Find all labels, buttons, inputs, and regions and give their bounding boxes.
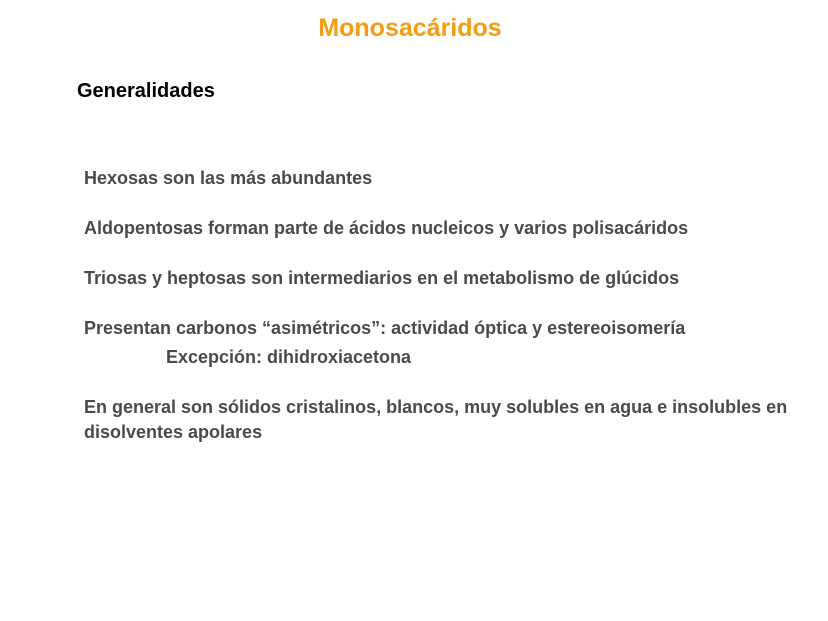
bullet-item-triosas [84, 266, 804, 291]
bullet-item-propiedades-fisicas [84, 395, 804, 445]
bullet-text: En general son sólidos cristalinos, blancos, muy solubles en agua e insolubles en disolventes apolares [84, 397, 788, 442]
bullet-item-carbonos-asimetricos [84, 316, 804, 370]
bullet-list [84, 166, 804, 470]
bullet-text: Aldopentosas forman parte de ácidos nucleicos y varios polisacáridos [84, 218, 689, 238]
bullet-subitem-excepcion: Excepción: dihidroxiacetona [166, 347, 412, 367]
bullet-item-aldopentosas [84, 216, 804, 241]
slide-title: Monosacáridos [318, 14, 502, 42]
bullet-text: Hexosas son las más abundantes [84, 168, 373, 188]
section-heading: Generalidades [77, 80, 215, 102]
bullet-text: Triosas y heptosas son intermediarios en el metabolismo de glúcidos [84, 268, 680, 288]
bullet-text: Presentan carbonos “asimétricos”: actividad óptica y estereoisomería [84, 318, 686, 338]
bullet-item-hexosas [84, 166, 804, 191]
